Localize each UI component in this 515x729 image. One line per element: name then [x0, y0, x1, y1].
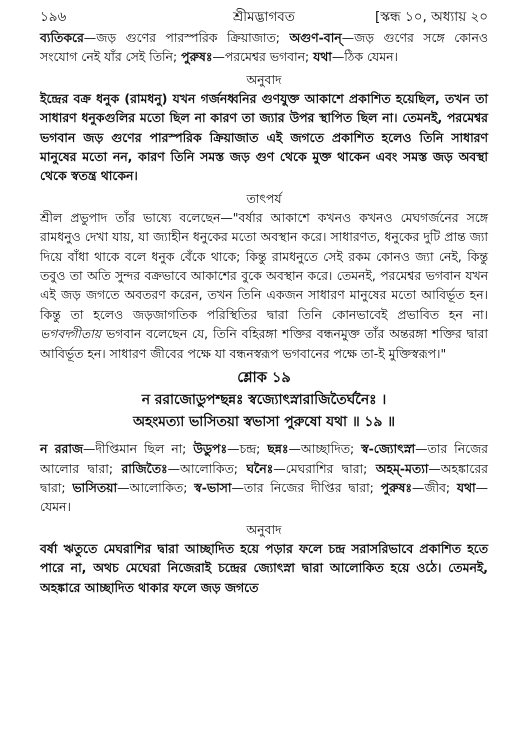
synonym-meaning: —ঠিক যেমন। [331, 49, 398, 65]
purport-part-2: ভগবান বলেছেন যে, তিনি বহিরঙ্গা শক্তির বন্ধনমুক্ত তাঁর অন্তরঙ্গা শক্তির দ্বারা আবির্ভূত হন। সাধারণ জীবের পক্ষে যা বন্ধনস্বরূপ ভগবানের পক্ষে তা-ই মুক্তিস্বরূপ।" [40, 326, 488, 361]
synonyms-verse-19 [40, 439, 488, 517]
synonym-word: ব্যতিকরে [40, 30, 84, 45]
synonym-word: ঘনৈঃ [246, 460, 274, 476]
synonym-meaning: —আলোকিত; [117, 479, 195, 495]
synonym-meaning: —তার নিজের আলোর দ্বারা; [40, 441, 488, 476]
synonym-meaning: —জড় গুণের পারস্পরিক ক্রিয়াজাত; [83, 30, 290, 45]
synonym-meaning: —আচ্ছাদিত; [288, 441, 362, 457]
page-number: ১৯৬ [40, 9, 67, 25]
synonym-word: ভাসিতয়া [72, 479, 118, 495]
synonym-word: রাজিতৈঃ [121, 460, 168, 476]
translation-text: বর্ষা ঋতুতে মেঘরাশির দ্বারা আচ্ছাদিত হয়ে পড়ার ফলে চন্দ্র সরাসরিভাবে প্রকাশিত হতে পারে না, অথচ মেঘেরা নিজেরাই চন্দ্রের জ্যোৎস্না দ্বারা আলোকিত হয়ে ওঠে। তেমনই, অহঙ্কারে আচ্ছাদিত থাকার ফলে জড় জগতে [40, 540, 488, 595]
book-title: শ্রীমদ্ভাগবত [233, 9, 295, 25]
synonym-word: পুরুষঃ [181, 49, 213, 65]
synonyms-verse-18 [40, 28, 488, 67]
synonym-word: অহম্‌-মত্যা [375, 460, 429, 476]
synonym-word: উডুপঃ [193, 441, 228, 457]
purport-heading: তাৎপর্য [246, 190, 282, 206]
synonym-meaning: —চন্দ্র; [227, 441, 268, 457]
synonym-meaning: —যেমন। [40, 479, 488, 515]
synonym-meaning: —জড় গুণের সঙ্গে কোনও সংযোগ নেই যাঁর সেই তিনি; [40, 30, 488, 65]
translation-text: ইন্দ্রের বক্র ধনুক (রামধনু) যখন গর্জনধ্বনির গুণযুক্ত আকাশে প্রকাশিত হয়েছিল, তখন তা সাধারণ ধনুকগুলির মতো ছিল না কারণ তা জ্যার উপর স্থাপিত ছিল না। তেমনই, পরমেশ্বর ভগবান জড় গুণের পারস্পরিক ক্রিয়াজাত এই জগতে প্রকাশিত হলেও তিনি সাধারণ মানুষের মতো নন, কারণ তিনি সমস্ত জড় গুণ থেকে মুক্ত থাকেন এবং সমস্ত জড় অবস্থা থেকে স্বতন্ত্র থাকেন। [40, 90, 488, 184]
book-page [40, 6, 488, 597]
canto-chapter: [স্কন্ধ ১০, অধ্যায় ২০ [375, 9, 488, 25]
synonym-word: স্ব-জ্যোৎস্না [361, 441, 416, 457]
synonym-meaning: —জীব; [411, 479, 457, 495]
synonym-meaning: —অহঙ্কারের দ্বারা; [40, 460, 488, 495]
verse-line: অহংমত্যা ভাসিতয়া স্বভাসা পুরুষো যথা ॥ ১৯ ॥ [133, 414, 395, 431]
synonym-word: স্ব-ভাসা [194, 479, 232, 495]
synonym-meaning: —পরমেশ্বর ভগবান; [212, 49, 314, 65]
synonym-word: যথা [313, 49, 332, 65]
purport-text [40, 208, 488, 363]
verse-line: ন ররাজোডুপশ্ছন্নঃ স্বজ্যোৎস্নারাজিতৈর্ঘনৈঃ । [141, 392, 387, 409]
synonym-meaning: —আলোকিত; [167, 460, 247, 476]
gita-reference: ভগবদ্গীতায় [40, 326, 102, 342]
synonym-word: ছন্নঃ [267, 441, 289, 457]
synonym-meaning: —দীপ্তিমান ছিল না; [83, 441, 194, 457]
synonym-meaning: —তার নিজের দীপ্তির দ্বারা; [231, 479, 381, 495]
translation-heading: অনুবাদ [246, 521, 282, 537]
page-header [40, 6, 488, 28]
purport-part-1: শ্রীল প্রভুপাদ তাঁর ভাষ্যে বলেছেন—"বর্ষার আকাশে কখনও কখনও মেঘগর্জনের সঙ্গে রামধনুও দেখা যায়, যা জ্যাহীন ধনুকের মতো অবস্থান করে। সাধারণত, ধনুকের দুটি প্রান্ত জ্যা দিয়ে বাঁধা থাকে বলে ধনুক বেঁকে থাকে; কিন্তু রামধনুতে সেই রকম কোনও জ্যা নেই, কিন্তু তবুও তা অতি সুন্দর বক্রভাবে আকাশের বুকে অবস্থান করে। তেমনই, পরমেশ্বর ভগবান যখন এই জড় জগতে অবতরণ করেন, তখন তিনি একজন সাধারণ মানুষের মতো আবির্ভূত হন। কিন্তু তা হলেও জড়জাগতিক পরিস্থিতির দ্বারা তিনি কোনভাবেই প্রভাবিত হন না। [40, 209, 488, 322]
synonym-word: পুরুষঃ [380, 479, 412, 495]
verse-heading: শ্লোক ১৯ [237, 370, 291, 387]
synonym-word: অগুণ-বান্‌ [289, 30, 342, 45]
synonym-word: যথা [456, 479, 476, 495]
synonym-meaning: —মেঘরাশির দ্বারা; [273, 460, 376, 476]
synonym-word: ন ররাজ [40, 441, 84, 457]
translation-heading: অনুবাদ [246, 71, 282, 87]
